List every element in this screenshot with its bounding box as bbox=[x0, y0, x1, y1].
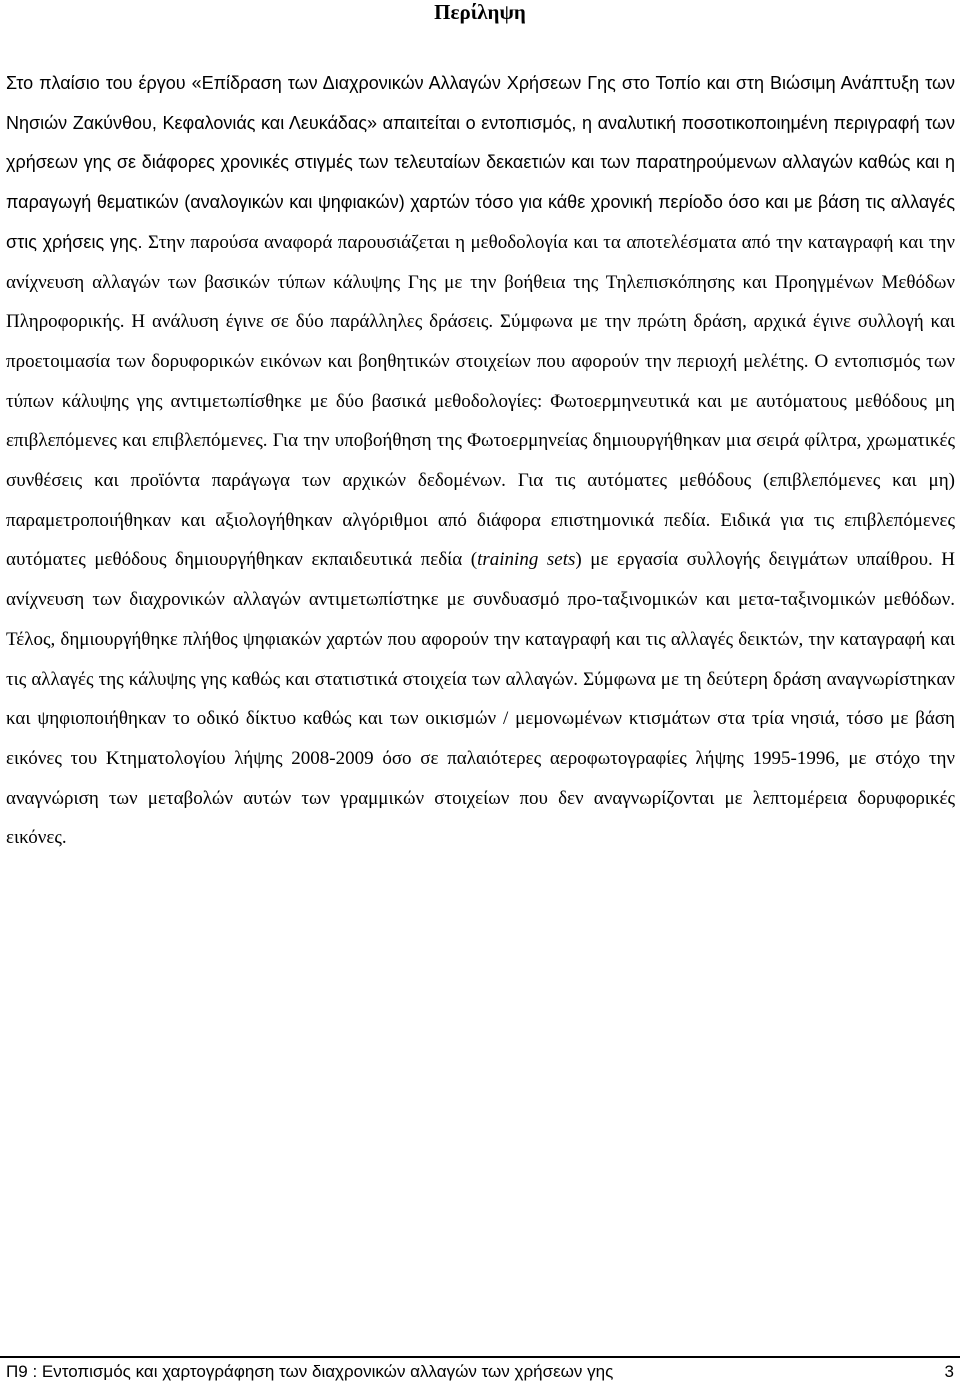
page-footer bbox=[0, 1356, 960, 1382]
summary-paragraph-rest: ) με εργασία συλλογής δειγμάτων υπαίθρου. Η ανίχνευση των διαχρονικών αλλαγών αντιμετωπίστηκε με συνδυασμό προ-ταξινομικών και μετα-ταξινομικών μεθόδων. Τέλος, δημιουργήθηκε πλήθος ψηφιακών χαρτών που αφορούν την καταγραφή και τις αλλαγές δεικτών, την καταγραφή και τις αλλαγές της κάλυψης γης καθώς και στατιστικά στοιχεία των αλλαγών. Σύμφωνα με τη δεύτερη δράση αναγνωρίστηκαν και ψηφιοποιήθηκαν το οδικό δίκτυο καθώς και των οικισμών / μεμονωμένων κτισμάτων στα τρία νησιά, τόσο με βάση εικόνες του Κτηματολογίου λήψης 2008-2009 όσο σε παλαιότερες αεροφωτογραφίες λήψης 1995-1996, με στόχο την αναγνώριση των μεταβολών αυτών των γραμμικών στοιχείων που δεν αναγνωρίζονται με λεπτομέρεια δορυφορικές εικόνες. bbox=[6, 549, 956, 849]
summary-paragraph-main: Στην παρούσα αναφορά παρουσιάζεται η μεθοδολογία και τα αποτελέσματα από την καταγραφή και την ανίχνευση αλλαγών των βασικών τύπων κάλυψης Γης με την βοήθεια της Τηλεπισκόπησης και Προηγμένων Μεθόδων Πληροφορικής. Η ανάλυση έγινε σε δύο παράλληλες δράσεις. Σύμφωνα με την πρώτη δράση, αρχικά έγινε συλλογή και προετοιμασία των δορυφορικών εικόνων και βοηθητικών στοιχείων που αφορούν την περιοχή μελέτης. Ο εντοπισμός των τύπων κάλυψης γης αντιμετωπίσθηκε με δύο βασικά μεθοδολογίες: Φωτοερμηνευτικά και με αυτόματους μεθόδους μη επιβλεπόμενες και επιβλεπόμενες. Για την υποβοήθηση της Φωτοερμηνείας δημιουργήθηκαν μια σειρά φίλτρα, χρωματικές συνθέσεις και προϊόντα παράγωγα των αρχικών δεδομένων. Για τις αυτόματες μεθόδους (επιβλεπόμενες και μη) παραμετροποιήθηκαν και αξιολογήθηκαν αλγόριθμοι από διάφορα επιστημονικά πεδία. Ειδικά για τις επιβλεπόμενες αυτόματες μεθόδους δημιουργήθηκαν εκπαιδευτικά πεδία ( bbox=[6, 231, 956, 571]
page-number: 3 bbox=[944, 1362, 954, 1381]
summary-paragraph-intro: Στο πλαίσιο του έργου «Επίδραση των Διαχρονικών Αλλαγών Χρήσεων Γης στο Τοπίο και στη Βιώσιμη Ανάπτυξη των Νησιών Ζακύνθου, Κεφαλονιάς και Λευκάδας» απαιτείται ο εντοπισμός, η αναλυτική ποσοτικοποιημένη περιγραφή των χρήσεων γης σε διάφορες χρονικές στιγμές των τελευταίων δεκαετιών και των παρατηρούμενων αλλαγών καθώς και η παραγωγή θεματικών (αναλογικών και ψηφιακών) χαρτών τόσο για κάθε χρονική περίοδο όσο και με βάση τις αλλαγές στις χρήσεις γης. bbox=[6, 73, 955, 252]
italic-term: training sets bbox=[477, 549, 576, 571]
document-title: Περίληψη bbox=[434, 0, 526, 24]
footer-document-title: Π9 : Εντοπισμός και χαρτογράφηση των διαχρονικών αλλαγών των χρήσεων γης bbox=[6, 1362, 614, 1381]
summary-paragraph bbox=[6, 64, 955, 858]
